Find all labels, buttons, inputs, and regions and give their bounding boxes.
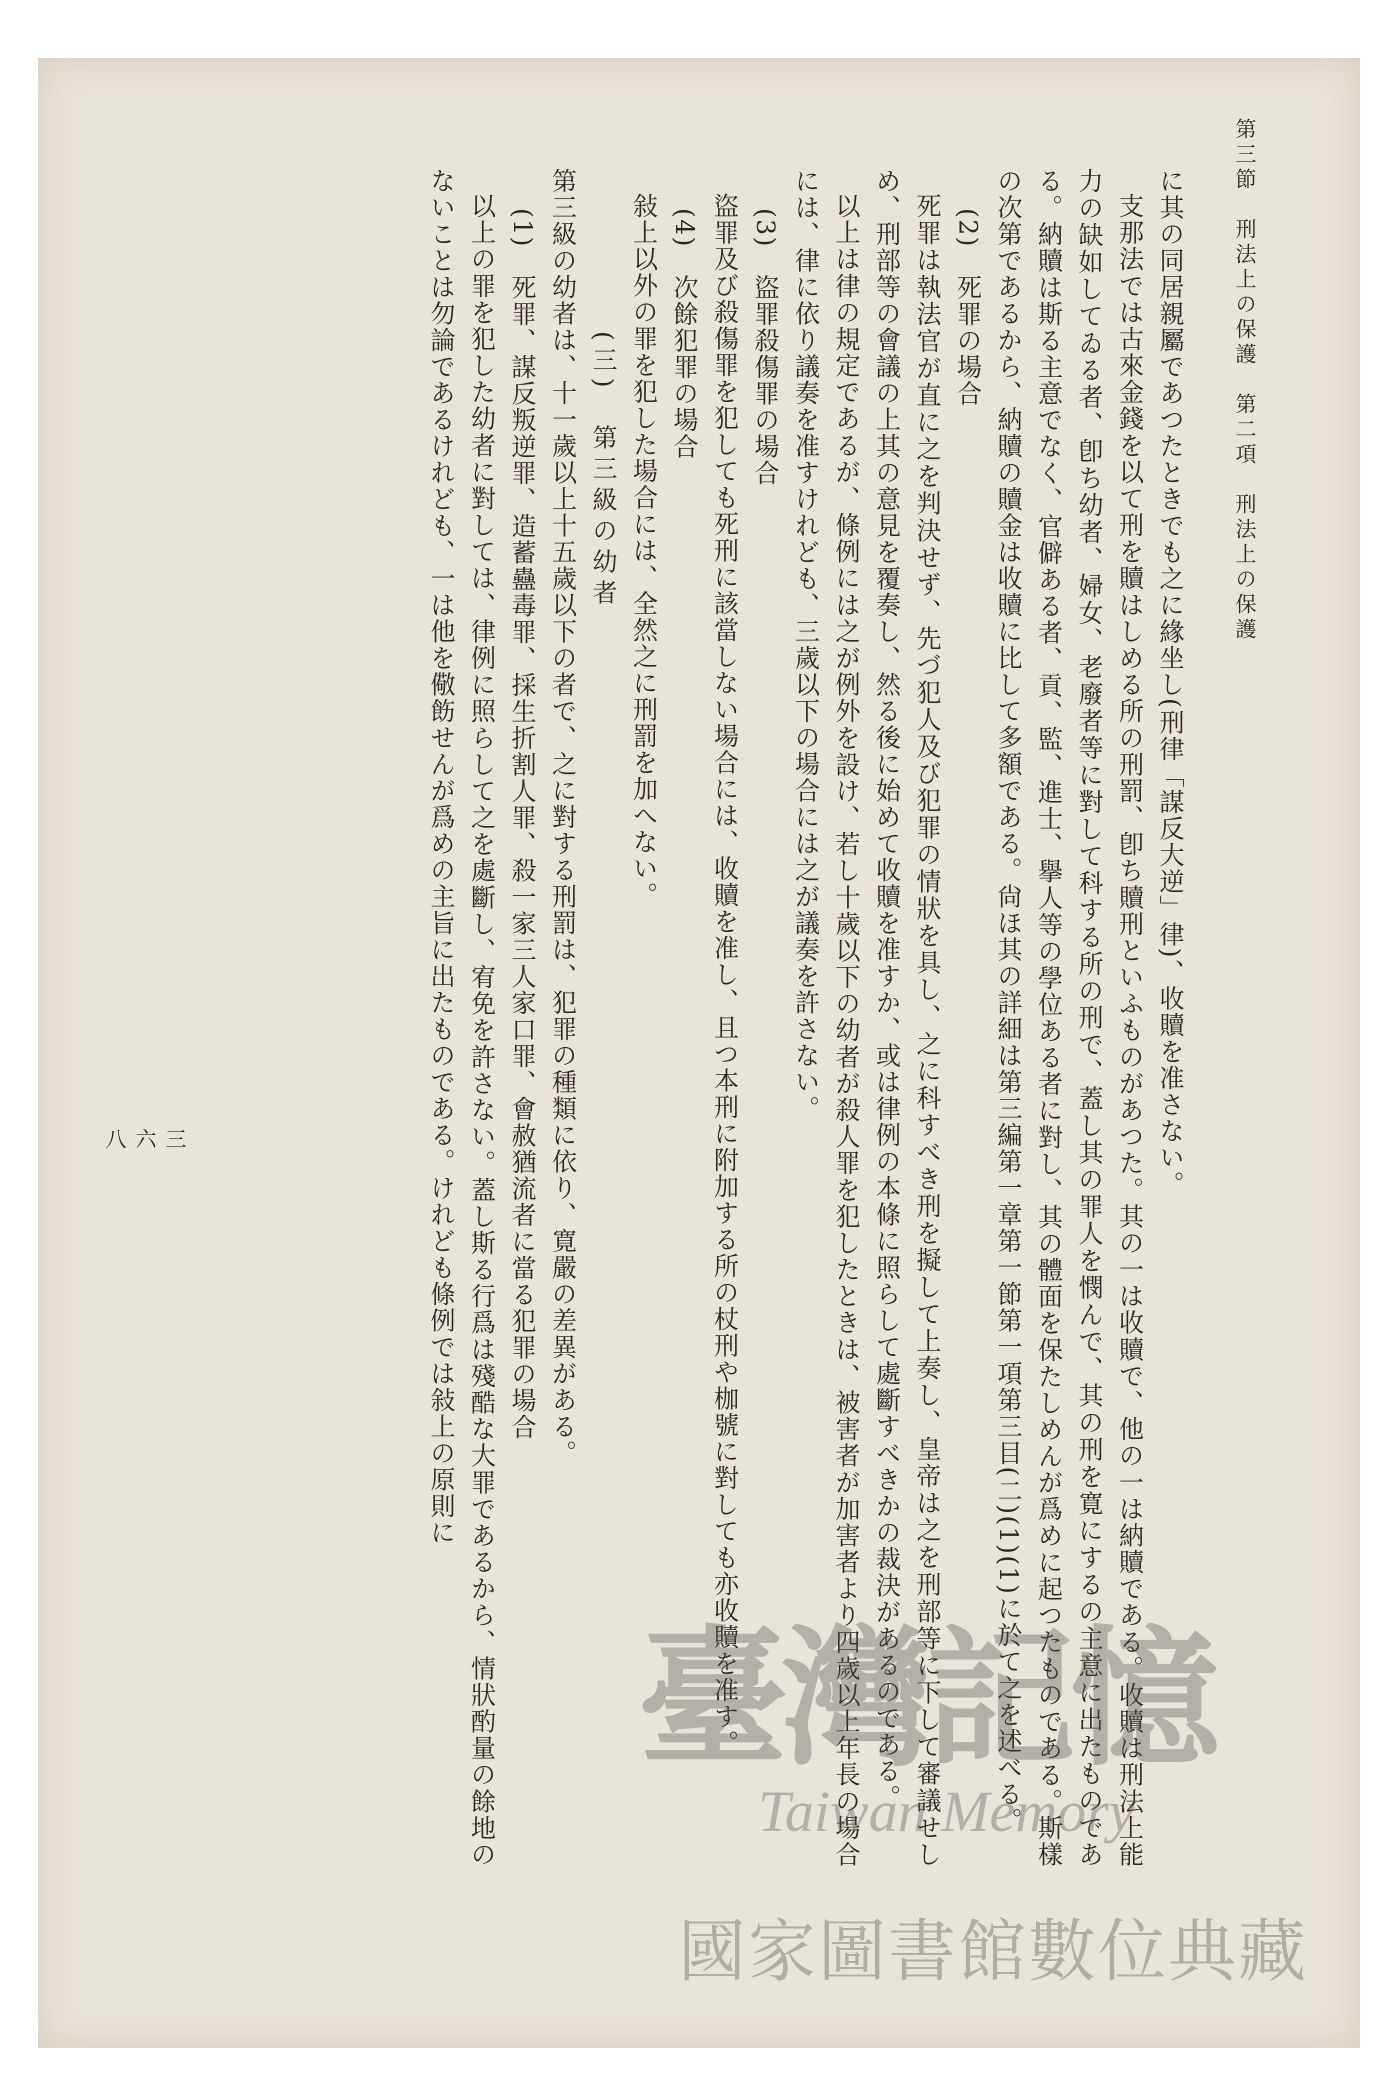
paragraph-6: 敍上以外の罪を犯した場合には、全然之に刑罰を加へない。 bbox=[629, 193, 659, 909]
body-text bbox=[130, 168, 1190, 1868]
section-heading: (三) 第三級の幼者 bbox=[589, 330, 618, 611]
book-page bbox=[38, 58, 1360, 2048]
watermark-calligraphy: 臺灣記憶 bbox=[638, 1611, 1215, 1787]
subheading-2: (2) 死罪の場合 bbox=[953, 208, 983, 407]
subheading-3: (3) 盜罪殺傷罪の場合 bbox=[751, 208, 780, 487]
subheading-4: (4) 次餘犯罪の場合 bbox=[670, 208, 699, 460]
paragraph-5: 盜罪及び殺傷罪を犯しても死刑に該當しない場合には、收贖を准し、且つ本刑に附加する所の杖刑や枷號に對しても亦收贖を准す。 bbox=[710, 193, 740, 1757]
page-number: 三六八 bbox=[103, 1128, 187, 1153]
paragraph-2: 支那法では古來金錢を以て刑を贖はしめる所の刑罰、卽ち贖刑といふものがあつた。其の一は收贖で、他の一は納贖である。收贖は刑法上能力の缺如してゐる者、卽ち幼者、婦女、老廢者等に對して科する所の刑で、蓋し其の罪人を憫んで、其の刑を寛にするの主意に出たものである。納贖は斯る主意でなく、官僻ある者、貢、監、進士、擧人等の學位ある者に對し、其の體面を保たしめんが爲めに起つたものである。斯樣の次第であるから、納贖の贖金は收贖に比して多額である。尙ほ其の詳細は第三編第一章第一節第一項第三目(二)(1)(1)に於て之を述べる。 bbox=[994, 168, 1145, 1869]
running-head: 第三節 刑法上の保護 第二項 刑法上の保護 bbox=[1233, 118, 1257, 643]
watermark-library-name: 國家圖書館數位典藏 bbox=[678, 1913, 1309, 1992]
subheading-5: (1) 死罪、謀反叛逆罪、造蓄蠱毒罪、採生折割人罪、殺一家三人家口罪、會赦猶流者に當る犯罪の場合 bbox=[508, 208, 537, 1441]
paragraph-7: 第三級の幼者は、十一歲以上十五歲以下の者で、之に對する刑罰は、犯罪の種類に依り、寛嚴の差異がある。 bbox=[548, 168, 578, 1467]
watermark-english: Taiwan Memory bbox=[758, 1779, 1135, 1844]
paragraph-1: に其の同居親屬であつたときでも之に緣坐し(刑律「謀反大逆」律)、收贖を准さない。 bbox=[1156, 168, 1185, 1198]
paragraph-4: 以上は律の規定であるが、條例には之が例外を設け、若し十歲以下の幼者が殺人罪を犯したときは、被害者が加害者より四歲以上年長の場合には、律に依り議奏を准すけれども、三歲以下の場合には之が議奏を許さない。 bbox=[791, 168, 861, 1868]
paragraph-8: 以上の罪を犯した幼者に對しては、律例に照らして之を處斷し、宥免を許さない。蓋し斯る行爲は殘酷な大罪であるから、情狀酌量の餘地のないことは勿論であるけれども、一は他を儆飭せんが爲めの主旨に出たものである。けれども條例では敍上の原則に bbox=[427, 168, 497, 1869]
paragraph-3: 死罪は執法官が直に之を判決せず、先づ犯人及び犯罪の情狀を具し、之に科すべき刑を擬して上奏し、皇帝は之を刑部等に下して審議せしめ、刑部等の會議の上其の意見を覆奏し、然る後に始めて收贖を准すか、或は律例の本條に照らして處斷すべきかの裁決があるのである。 bbox=[872, 168, 942, 1868]
